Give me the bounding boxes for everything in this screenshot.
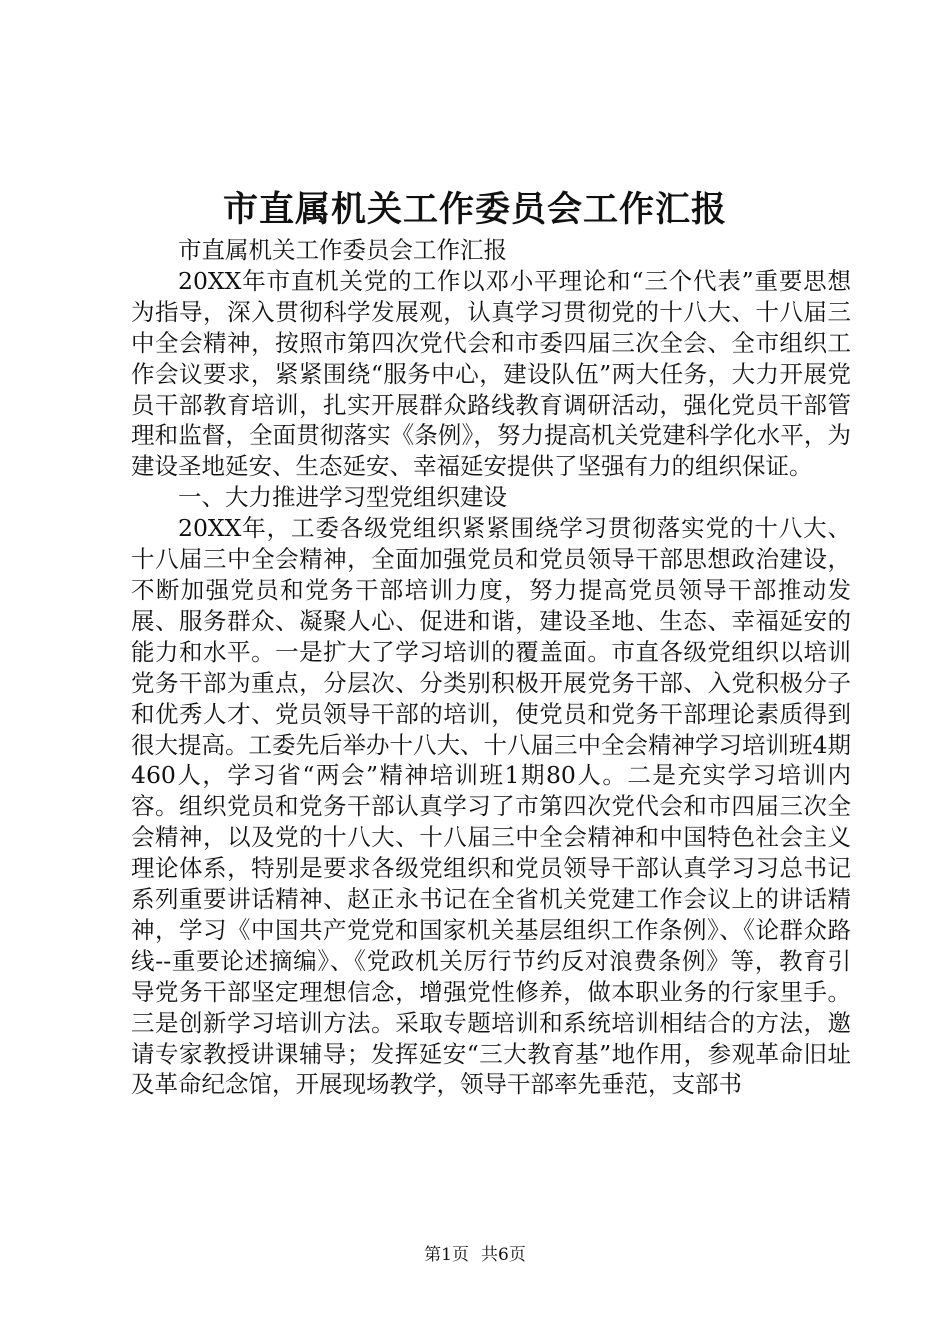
- page-footer: [0, 1244, 950, 1266]
- section-heading: 一、大力推进学习型党组织建设: [178, 483, 507, 512]
- paragraph-intro: 20XX年市直机关党的工作以邓小平理论和“三个代表”重要思想为指导，深入贯彻科学发展观，认真学习贯彻党的十八大、十八届三中全会精神，按照市第四次党代会和市委四届三次全会、全市组织工作会议要求，紧紧围绕“服务中心，建设队伍”两大任务，大力开展党员干部教育培训，扎实开展群众路线教育调研活动，强化党员干部管理和监督，全面贯彻落实《条例》，努力提高机关党建科学化水平，为建设圣地延安、生态延安、幸福延安提供了坚强有力的组织保证。: [131, 266, 851, 481]
- page-number: 第1页: [424, 1245, 469, 1265]
- document-title: 市直属机关工作委员会工作汇报: [222, 189, 727, 230]
- page-total: 共6页: [481, 1245, 526, 1265]
- document-body: [131, 235, 851, 1100]
- paragraph-subtitle: 市直属机关工作委员会工作汇报: [178, 236, 507, 264]
- paragraph-section-1: 20XX年，工委各级党组织紧紧围绕学习贯彻落实党的十八大、十八届三中全会精神，全面加强党员和党员领导干部思想政治建设，不断加强党员和党务干部培训力度，努力提高党员领导干部推动发展、服务群众、凝聚人心、促进和谐，建设圣地、生态、幸福延安的能力和水平。一是扩大了学习培训的覆盖面。市直各级党组织以培训党务干部为重点，分层次、分类别积极开展党务干部、入党积极分子和优秀人才、党员领导干部的培训，使党员和党务干部理论素质得到很大提高。工委先后举办十八大、十八届三中全会精神学习培训班4期460人，学习省“两会”精神培训班1期80人。二是充实学习培训内容。组织党员和党务干部认真学习了市第四次党代会和市四届三次全会精神，以及党的十八大、十八届三中全会精神和中国特色社会主义理论体系，特别是要求各级党组织和党员领导干部认真学习习总书记系列重要讲话精神、赵正永书记在全省机关党建工作会议上的讲话精神，学习《中国共产党党和国家机关基层组织工作条例》、《论群众路线--重要论述摘编》、《党政机关厉行节约反对浪费条例》等，教育引导党务干部坚定理想信念，增强党性修养，做本职业务的行家里手。三是创新学习培训方法。采取专题培训和系统培训相结合的方法，邀请专家教授讲课辅导；发挥延安“三大教育基”地作用，参观革命旧址及革命纪念馆，开展现场教学，领导干部率先垂范，支部书: [131, 514, 851, 1099]
